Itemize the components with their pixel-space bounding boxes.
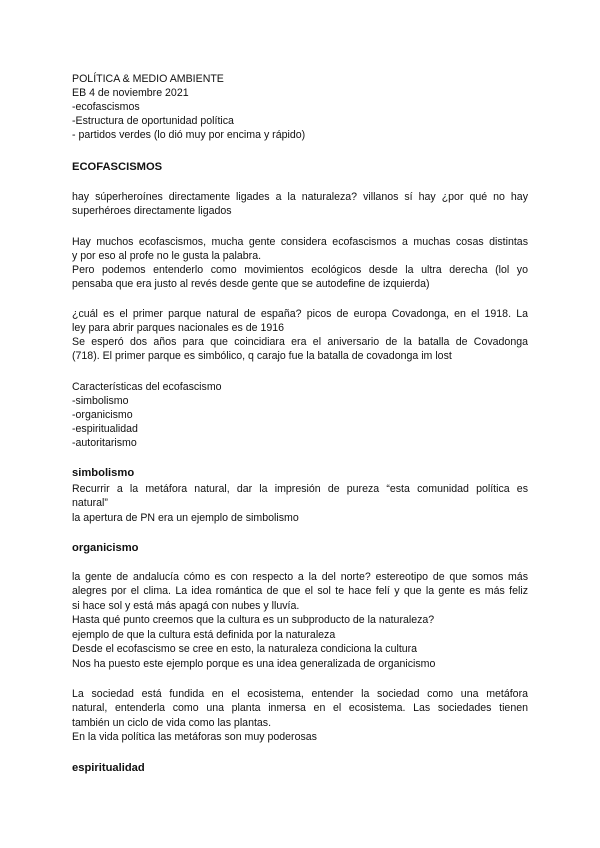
topic-item: - partidos verdes (lo dió muy por encima y rápido) [72,129,306,141]
paragraph-line: Nos ha puesto este ejemplo porque es una idea generalizada de organicismo [72,658,436,670]
paragraph-line: hay súperheroínes directamente ligades a la naturaleza? villanos sí hay ¿por qué no hay [72,191,528,203]
paragraph-line: si hace sol y está más apagá con nubes y lluvía. [72,600,300,612]
characteristics-title: Características del ecofascismo [72,381,222,393]
paragraph-line: ejemplo de que la cultura está definida por la naturaleza [72,629,336,641]
characteristic-item: -simbolismo [72,395,129,407]
document-date: EB 4 de noviembre 2021 [72,87,189,99]
paragraph-line: pensaba que era justo al revés desde gente que se autodefine de izquierda) [72,278,430,290]
paragraph-line: Pero podemos entenderlo como movimientos ecológicos desde la ultra derecha (lol yo [72,264,528,276]
paragraph-line: y por eso al profe no le gusta la palabra. [72,250,262,262]
characteristic-item: -organicismo [72,409,133,421]
paragraph-line: la gente de andalucía cómo es con respecto a la del norte? estereotipo de que somos más [72,571,528,583]
section-heading-ecofascismos: ECOFASCISMOS [72,161,163,173]
section-heading-simbolismo: simbolismo [72,467,135,479]
paragraph-line: En la vida política las metáforas son muy poderosas [72,731,317,743]
paragraph-line: natural, entenderla como una planta inmersa en el ecosistema. Las sociedades tienen [72,702,528,714]
characteristic-item: -espiritualidad [72,423,138,435]
topic-item: -ecofascismos [72,101,140,113]
paragraph-line: Recurrir a la metáfora natural, dar la impresión de pureza “esta comunidad política es [72,483,528,495]
paragraph-line: también un ciclo de vida como las plantas. [72,717,272,729]
paragraph-line: natural” [72,497,108,509]
paragraph-line: Desde el ecofascismo se cree en esto, la naturaleza condiciona la cultura [72,643,418,655]
paragraph-line: Hay muchos ecofascismos, mucha gente considera ecofascismos a muchas cosas distintas [72,236,528,248]
paragraph-line: la apertura de PN era un ejemplo de simbolismo [72,512,299,524]
paragraph-line: (718). El primer parque es simbólico, q carajo fue la batalla de covadonga im lost [72,350,452,362]
section-heading-espiritualidad: espiritualidad [72,762,145,774]
paragraph-line: ley para abrir parques nacionales es de 1916 [72,322,285,334]
paragraph-line: Se esperó dos años para que coincidiara era el aniversario de la batalla de Covadonga [72,336,528,348]
document-title: POLÍTICA & MEDIO AMBIENTE [72,73,224,85]
paragraph-line: Hasta qué punto creemos que la cultura es un subproducto de la naturaleza? [72,614,435,626]
topic-item: -Estructura de oportunidad política [72,115,234,127]
paragraph-line: ¿cuál es el primer parque natural de españa? picos de europa Covadonga, en el 1918. La [72,308,528,320]
paragraph-line: alegres por el clima. La idea romántica de que el sol te hace felí y que la gente es más feliz [72,585,528,597]
paragraph-line: La sociedad está fundida en el ecosistema, entender la sociedad como una metáfora [72,688,528,700]
characteristic-item: -autoritarismo [72,437,137,449]
section-heading-organicismo: organicismo [72,542,139,554]
paragraph-line: superhéroes directamente ligados [72,205,232,217]
